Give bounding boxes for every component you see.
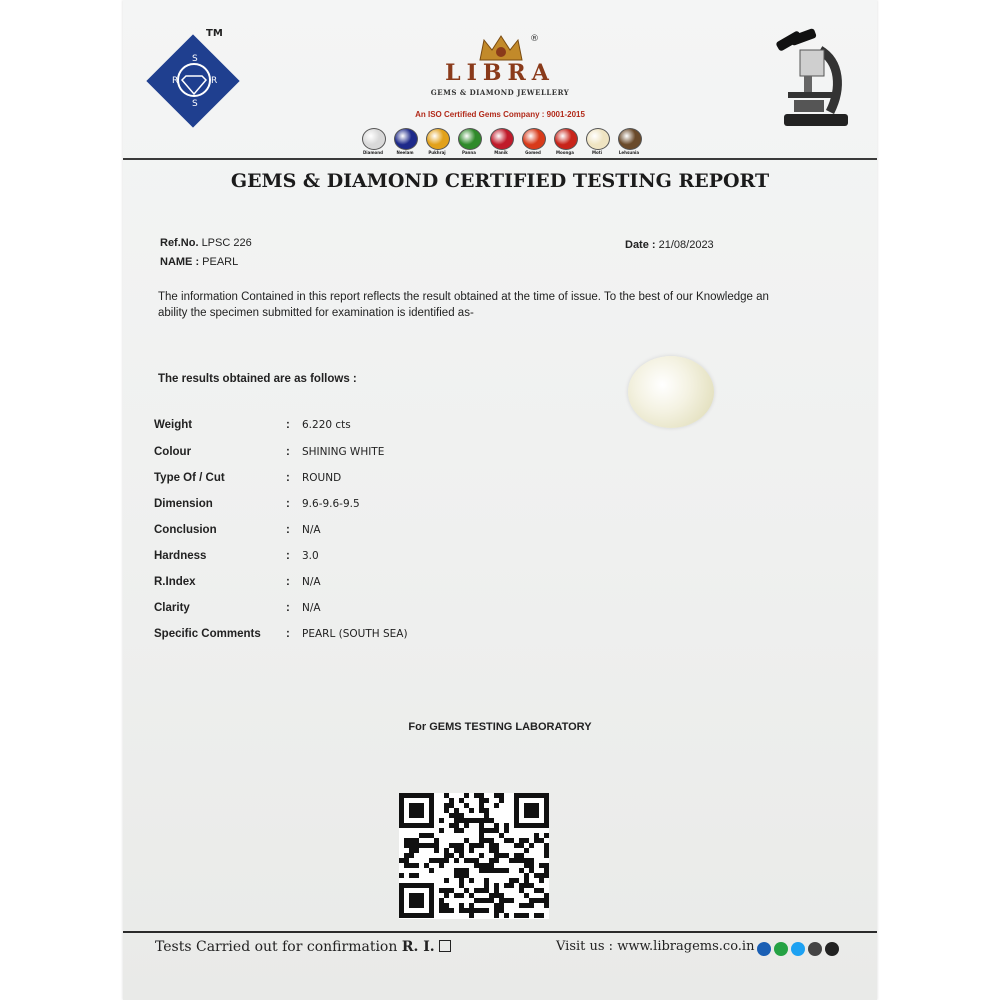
result-value: N/A (302, 602, 321, 614)
microscope-icon (770, 28, 856, 132)
result-key: Specific Comments (154, 628, 261, 640)
result-value: ROUND (302, 472, 342, 484)
result-value: N/A (302, 524, 321, 536)
gem-label: Gomed (525, 150, 541, 155)
qr-code (399, 793, 549, 919)
tests-ri: R. I. (401, 939, 435, 955)
result-key: Dimension (154, 498, 213, 510)
gem-label: Moonga (556, 150, 574, 155)
result-separator: : (286, 498, 290, 510)
trademark-mark: TM (206, 28, 223, 39)
gem-label: Pukhraj (428, 150, 446, 155)
youtube-icon[interactable] (808, 942, 822, 956)
specimen-name (160, 256, 238, 268)
result-row (154, 602, 654, 620)
svg-text:R: R (172, 76, 179, 86)
gem-neelam-icon (394, 128, 418, 150)
header-divider (123, 158, 877, 160)
result-separator: : (286, 628, 290, 640)
result-row (154, 498, 654, 516)
result-value: 3.0 (302, 550, 319, 562)
gem-label: Moti (591, 150, 602, 155)
checkbox-icon (439, 940, 451, 952)
result-separator: : (286, 524, 290, 536)
result-value: SHINING WHITE (302, 446, 385, 458)
result-key: Conclusion (154, 524, 217, 536)
name-label: NAME : (160, 256, 200, 268)
facebook-icon[interactable] (757, 942, 771, 956)
result-row (154, 576, 654, 594)
ref-value: LPSC 226 (201, 237, 252, 249)
gem-panna-icon (458, 128, 482, 150)
result-row (154, 472, 654, 490)
result-row (154, 446, 654, 464)
result-key: Clarity (154, 602, 190, 614)
gem-label: Manik (494, 150, 508, 155)
tests-text: Tests Carried out for confirmation (155, 939, 398, 955)
result-separator: : (286, 419, 290, 431)
result-separator: : (286, 472, 290, 484)
result-key: Weight (154, 419, 193, 431)
result-row (154, 419, 654, 437)
result-separator: : (286, 446, 290, 458)
libra-brand-name: LIBRA (445, 60, 555, 86)
svg-text:S: S (192, 99, 198, 109)
libra-tagline: GEMS & DIAMOND JEWELLERY (430, 88, 570, 97)
gem-label: Neelam (396, 150, 414, 155)
result-separator: : (286, 576, 290, 588)
name-value: PEARL (202, 256, 239, 268)
result-row (154, 550, 654, 568)
gem-pukhraj-icon (426, 128, 450, 150)
libra-iso-line: An ISO Certified Gems Company : 9001-2015 (415, 110, 585, 119)
gem-gomed-icon (522, 128, 546, 150)
instagram-icon[interactable] (825, 942, 839, 956)
results-heading: The results obtained are as follows : (158, 373, 357, 385)
gem-lehsunia-icon (618, 128, 642, 150)
gem-strip (358, 128, 658, 158)
intro-paragraph: The information Contained in this report reflects the result obtained at the time of issue. To the best of our Knowledge an ability the specimen submitted for examination is identified as- (158, 291, 769, 319)
result-separator: : (286, 602, 290, 614)
gem-moonga-icon (554, 128, 578, 150)
tests-note (155, 939, 451, 955)
result-value: PEARL (SOUTH SEA) (302, 628, 408, 640)
gem-label: Diamond (362, 150, 384, 155)
srsr-logo (148, 36, 240, 128)
registered-mark: ® (530, 34, 539, 44)
result-value: 9.6-9.6-9.5 (302, 498, 360, 510)
social-icons (757, 942, 853, 958)
result-value: N/A (302, 576, 321, 588)
gem-label: Lehsunia (618, 150, 640, 155)
gem-diamond-icon (362, 128, 386, 150)
result-row (154, 524, 654, 542)
result-key: R.Index (154, 576, 196, 588)
lab-signature-line: For GEMS TESTING LABORATORY (408, 721, 592, 733)
report-date (625, 239, 714, 251)
result-key: Type Of / Cut (154, 472, 225, 484)
date-label: Date : (625, 239, 656, 251)
pearl-specimen-image (628, 356, 714, 428)
svg-text:R: R (211, 76, 218, 86)
gem-manik-icon (490, 128, 514, 150)
gem-label: Panna (462, 150, 476, 155)
whatsapp-icon[interactable] (774, 942, 788, 956)
result-value: 6.220 cts (302, 419, 351, 431)
website-line: Visit us : www.libragems.co.in (556, 939, 755, 954)
report-title: GEMS & DIAMOND CERTIFIED TESTING REPORT (230, 170, 770, 192)
date-value: 21/08/2023 (658, 239, 714, 251)
result-separator: : (286, 550, 290, 562)
gem-moti-icon (586, 128, 610, 150)
svg-text:S: S (192, 54, 198, 64)
result-key: Colour (154, 446, 192, 458)
footer-divider (123, 931, 877, 933)
result-row (154, 628, 654, 646)
ref-number (160, 237, 252, 249)
twitter-icon[interactable] (791, 942, 805, 956)
result-key: Hardness (154, 550, 207, 562)
ref-label: Ref.No. (160, 237, 199, 249)
